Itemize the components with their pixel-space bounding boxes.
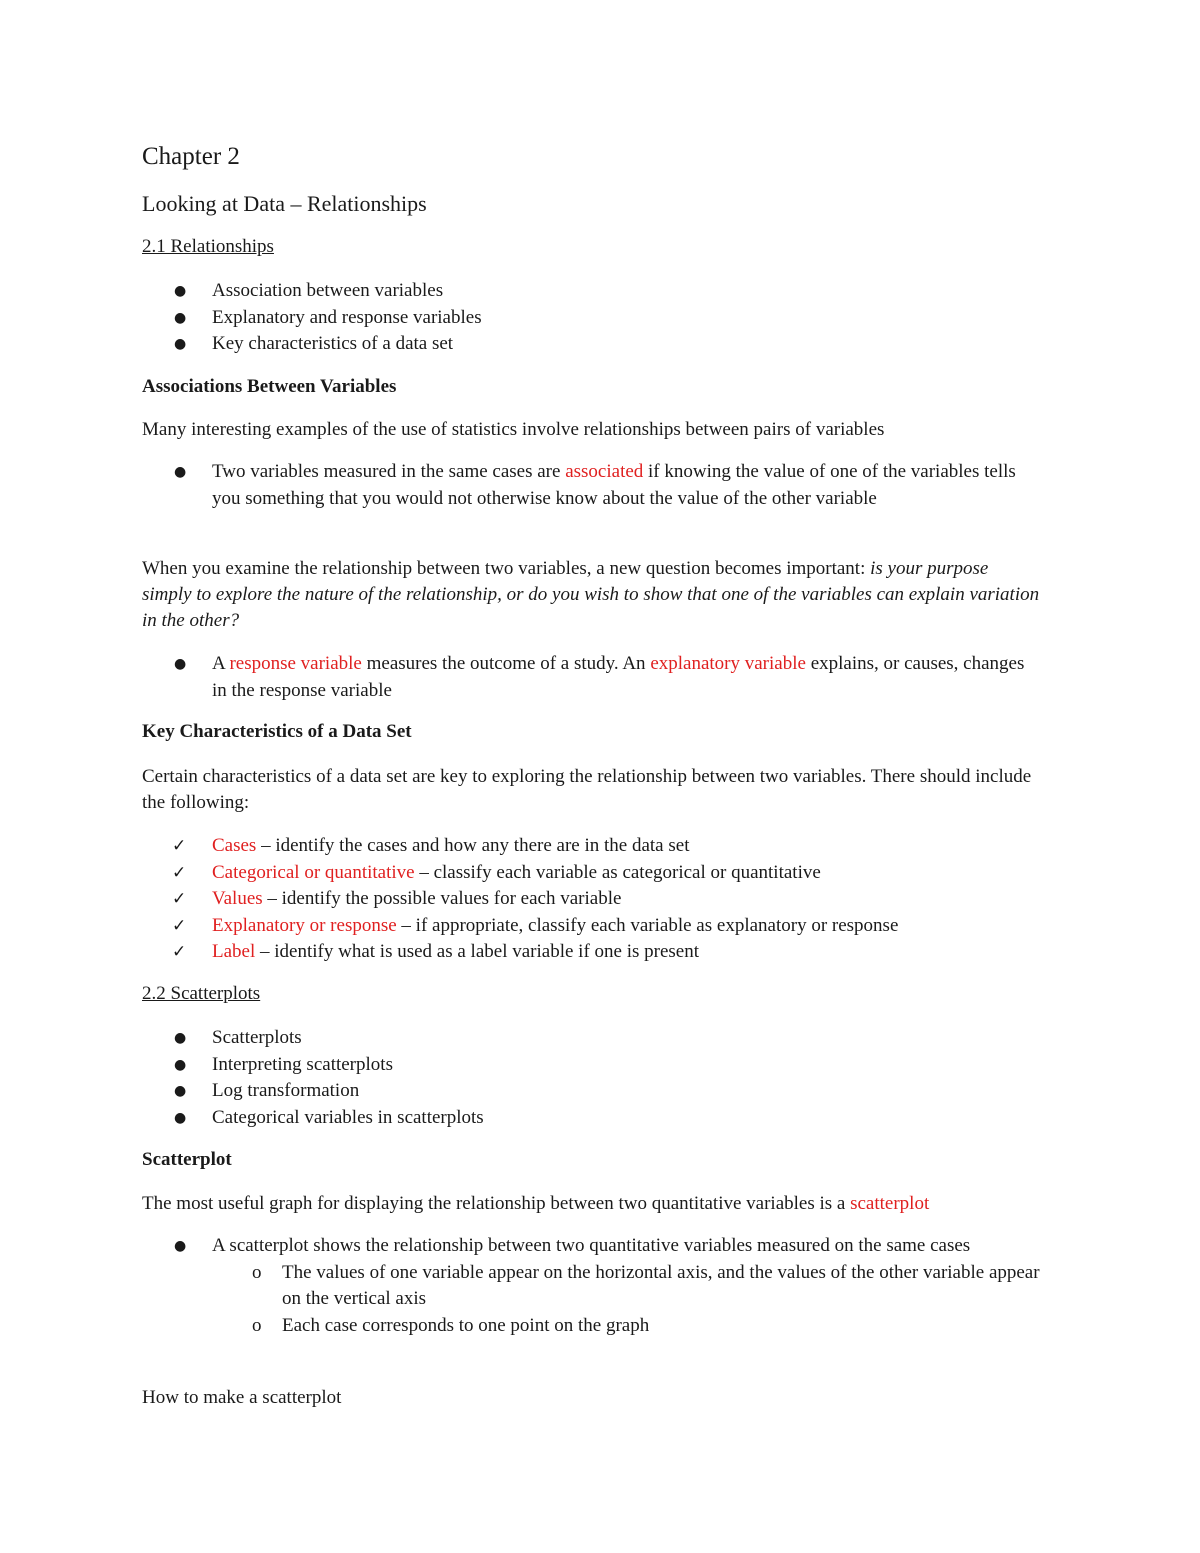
key-characteristics-intro: Certain characteristics of a data set are key to exploring the relationship between two variables. There should include the following: <box>142 766 1032 813</box>
bullet-icon: ● <box>174 1056 187 1073</box>
sublist-item: o The values of one variable appear on the horizontal axis, and the values of the other variable appear on the vertical axis <box>252 1261 1040 1309</box>
list-item: ● Key characteristics of a data set <box>142 331 1042 358</box>
term-scatterplot: scatterplot <box>850 1193 930 1214</box>
list-item: ● Two variables measured in the same cases are associated if knowing the value of one of the variables tells you something that you would not otherwise know about the value of the other variable <box>174 461 1016 509</box>
scatterplot-list <box>142 1233 1042 1339</box>
chapter-title: Chapter 2 <box>142 143 240 170</box>
list-item: ✓ Categorical or quantitative – classify each variable as categorical or quantitative <box>142 860 1042 887</box>
associations-heading: Associations Between Variables <box>142 376 397 397</box>
bullet-icon: ● <box>174 1109 187 1126</box>
bullet-icon: ● <box>174 1030 187 1046</box>
circle-bullet-icon: o <box>252 1261 262 1283</box>
section-2-2-list <box>142 1025 1042 1131</box>
section-2-1-title: 2.1 Relationships <box>142 236 274 257</box>
bullet-icon: ● <box>174 656 187 672</box>
circle-bullet-icon: o <box>252 1314 262 1336</box>
list-item: ● Association between variables <box>142 278 1042 305</box>
response-explanatory-list <box>142 651 1042 704</box>
term-associated: associated <box>565 461 644 482</box>
scatterplot-heading: Scatterplot <box>142 1149 232 1170</box>
term-response-variable: response variable <box>229 653 362 674</box>
list-item: ● A response variable measures the outcome of a study. An explanatory variable explains, or causes, changes in the response variable <box>174 653 1025 701</box>
associations-list <box>142 459 1042 512</box>
bullet-icon: ● <box>174 1238 187 1254</box>
chapter-subtitle: Looking at Data – Relationships <box>142 191 427 216</box>
list-item: ● Interpreting scatterplots <box>142 1052 1042 1079</box>
list-item: ● Scatterplots <box>142 1025 1042 1052</box>
list-item: ● A scatterplot shows the relationship between two quantitative variables measured on the same cases o The values of one variable appear on the horizontal axis, and the values of the other variable appear on the vertical axis o Each case corresponds to one point on the graph <box>142 1233 1042 1339</box>
bullet-icon: ● <box>174 309 187 326</box>
checkmark-icon: ✓ <box>172 862 187 883</box>
list-item: ✓ Explanatory or response – if appropriate, classify each variable as explanatory or response <box>142 913 1042 940</box>
bullet-icon: ● <box>174 464 187 480</box>
checkmark-icon: ✓ <box>172 836 187 856</box>
term-explanatory-variable: explanatory variable <box>650 653 806 674</box>
scatterplot-sublist <box>212 1260 1042 1340</box>
list-item: ✓ Values – identify the possible values for each variable <box>142 886 1042 913</box>
how-to-make-scatterplot: How to make a scatterplot <box>142 1387 342 1408</box>
bullet-icon: ● <box>174 336 187 352</box>
key-characteristics-heading: Key Characteristics of a Data Set <box>142 721 412 742</box>
bullet-icon: ● <box>174 283 187 299</box>
list-item: ● Log transformation <box>142 1078 1042 1105</box>
scatterplot-intro: The most useful graph for displaying the relationship between two quantitative variables is a scatterplot <box>142 1193 930 1214</box>
list-item: ● Categorical variables in scatterplots <box>142 1105 1042 1132</box>
checkmark-icon: ✓ <box>172 915 187 936</box>
bullet-icon: ● <box>174 1083 187 1099</box>
list-item: ✓ Label – identify what is used as a label variable if one is present <box>142 939 1042 966</box>
list-item: ● Explanatory and response variables <box>142 305 1042 332</box>
list-item: ✓ Cases – identify the cases and how any there are in the data set <box>142 833 1042 860</box>
question-paragraph: When you examine the relationship between two variables, a new question becomes important: is your purpose simply to explore the nature of the relationship, or do you wish to show that one of the variables can explain variation in the other? <box>142 558 1040 631</box>
section-2-2-title: 2.2 Scatterplots <box>142 983 261 1004</box>
key-characteristics-list <box>142 833 1042 966</box>
associations-intro: Many interesting examples of the use of statistics involve relationships between pairs of variables <box>142 419 885 440</box>
section-2-1-list <box>142 278 1042 358</box>
checkmark-icon: ✓ <box>172 889 187 909</box>
checkmark-icon: ✓ <box>172 942 187 962</box>
sublist-item: o Each case corresponds to one point on the graph <box>212 1313 1042 1340</box>
